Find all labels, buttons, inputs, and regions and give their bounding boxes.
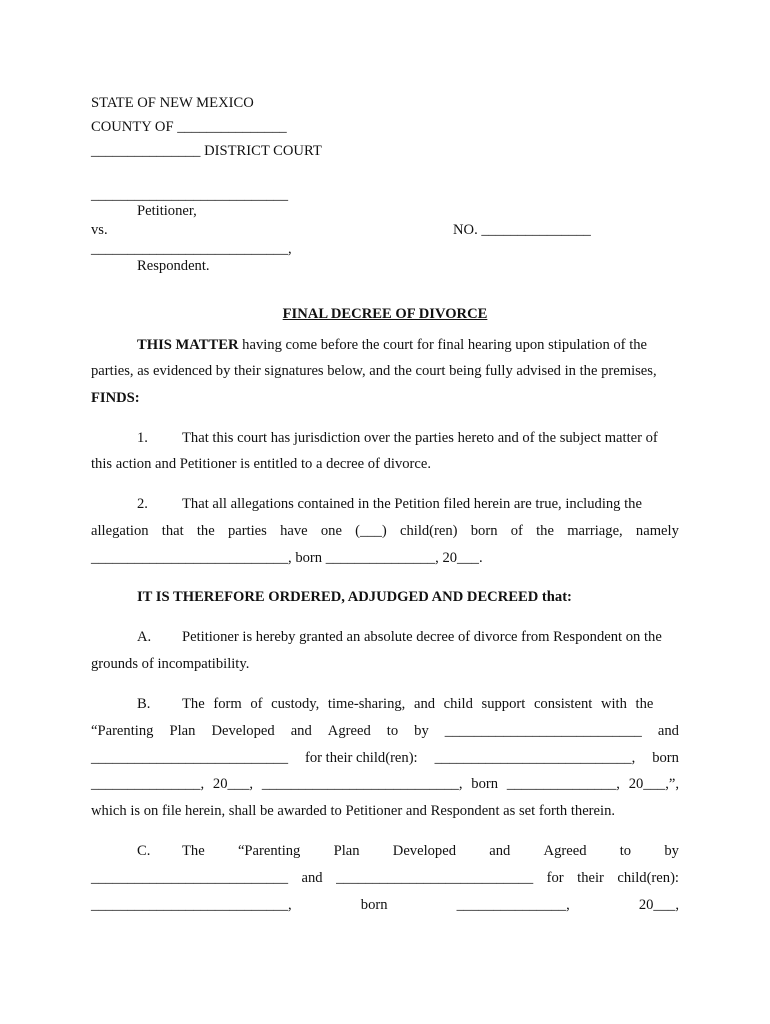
- finding-1-line-2: this action and Petitioner is entitled to a decree of divorce.: [91, 456, 432, 472]
- word: that: [161, 523, 184, 539]
- year-blank: 20___,: [638, 897, 679, 913]
- word: marriage,: [567, 523, 623, 539]
- respondent-label: Respondent.: [137, 258, 210, 274]
- name-blank: ___________________________: [91, 750, 289, 766]
- finds-label: FINDS:: [91, 390, 140, 406]
- word: namely: [635, 523, 679, 539]
- order-b-line-4: [91, 775, 679, 793]
- word: child(ren): [399, 523, 458, 539]
- petitioner-name-blank: ___________________________: [91, 187, 289, 203]
- word: “Parenting: [91, 723, 154, 739]
- finding-1-number: 1.: [137, 430, 148, 446]
- child-name-blank: ___________________________,: [434, 750, 636, 766]
- word: the: [196, 523, 215, 539]
- word: of: [510, 523, 523, 539]
- order-a-letter: A.: [137, 629, 152, 645]
- order-b-letter: B.: [137, 696, 151, 712]
- child-count-blank: (___): [355, 523, 387, 539]
- word: one: [320, 523, 342, 539]
- child-name-blank: ___________________________,: [91, 897, 292, 913]
- word: born: [652, 750, 679, 766]
- order-b-line-1: [182, 695, 679, 713]
- word: and: [290, 723, 312, 739]
- document-title: FINAL DECREE OF DIVORCE: [282, 306, 488, 322]
- county-line: COUNTY OF _______________: [91, 119, 287, 135]
- word: by: [414, 723, 429, 739]
- order-c-line-2: [91, 869, 679, 887]
- date-blank: _______________,: [91, 776, 205, 792]
- word: Agreed: [543, 843, 587, 859]
- name-blank: ___________________________: [91, 870, 289, 886]
- word: and: [657, 723, 679, 739]
- year-blank: 20___,”,: [628, 776, 679, 792]
- order-c-line-1: [182, 842, 679, 860]
- word: Plan: [333, 843, 360, 859]
- date-blank: _______________,: [456, 897, 570, 913]
- word: “Parenting: [237, 843, 301, 859]
- order-c-line-3: [91, 896, 679, 914]
- word: Developed: [211, 723, 275, 739]
- respondent-name-blank: ___________________________,: [91, 241, 292, 257]
- word: and: [301, 870, 323, 886]
- state-line: STATE OF NEW MEXICO: [91, 95, 254, 111]
- versus-label: vs.: [91, 222, 108, 238]
- ordered-heading: IT IS THEREFORE ORDERED, ADJUDGED AND DECREED that:: [137, 589, 572, 605]
- order-b-line-2: [91, 722, 679, 740]
- year-blank: 20___,: [212, 776, 254, 792]
- name-blank: ___________________________: [444, 723, 642, 739]
- word: have: [280, 523, 308, 539]
- date-blank: _______________,: [506, 776, 620, 792]
- word: born: [470, 523, 498, 539]
- word: by: [664, 843, 679, 859]
- order-b-line-3: [91, 749, 679, 767]
- intro-line-1: [137, 336, 647, 354]
- word: their: [577, 870, 604, 886]
- finding-2-line-1: That all allegations contained in the Petition filed herein are true, including the: [182, 496, 642, 512]
- intro-line-2: parties, as evidenced by their signatures below, and the court being fully advised in the premises,: [91, 363, 657, 379]
- district-court-line: _______________ DISTRICT COURT: [91, 143, 322, 159]
- order-b-line-5: which is on file herein, shall be awarded to Petitioner and Respondent as set forth therein.: [91, 803, 616, 819]
- word: the: [536, 523, 554, 539]
- child-name-blank: ___________________________,: [261, 776, 463, 792]
- word: child(ren):: [617, 870, 679, 886]
- word: Agreed: [327, 723, 371, 739]
- word: born: [471, 776, 499, 792]
- case-number: NO. _______________: [453, 222, 591, 238]
- finding-2-number: 2.: [137, 496, 148, 512]
- petitioner-label: Petitioner,: [137, 203, 197, 219]
- order-a-line-2: grounds of incompatibility.: [91, 656, 250, 672]
- word: and: [489, 843, 511, 859]
- word: Plan: [169, 723, 196, 739]
- finding-2-line-3: ___________________________, born _______________, 20___.: [91, 550, 483, 566]
- order-b-line-1-text: The form of custody, time-sharing, and child support consistent with the: [182, 696, 654, 712]
- intro-line-1-rest: having come before the court for final hearing upon stipulation of the: [242, 337, 648, 353]
- order-a-line-1: Petitioner is hereby granted an absolute decree of divorce from Respondent on the: [182, 629, 662, 645]
- word: The: [182, 843, 205, 859]
- name-blank: ___________________________: [336, 870, 534, 886]
- word: parties: [227, 523, 267, 539]
- intro-lead: THIS MATTER: [137, 337, 239, 353]
- word: to: [386, 723, 399, 739]
- phrase: for their child(ren):: [304, 750, 418, 766]
- finding-2-line-2: [91, 522, 679, 540]
- word: born: [360, 897, 388, 913]
- word: allegation: [91, 523, 149, 539]
- word: for: [546, 870, 564, 886]
- order-c-letter: C.: [137, 843, 151, 859]
- word: to: [619, 843, 632, 859]
- word: Developed: [392, 843, 456, 859]
- finding-1-line-1: That this court has jurisdiction over the parties hereto and of the subject matter of: [182, 430, 658, 446]
